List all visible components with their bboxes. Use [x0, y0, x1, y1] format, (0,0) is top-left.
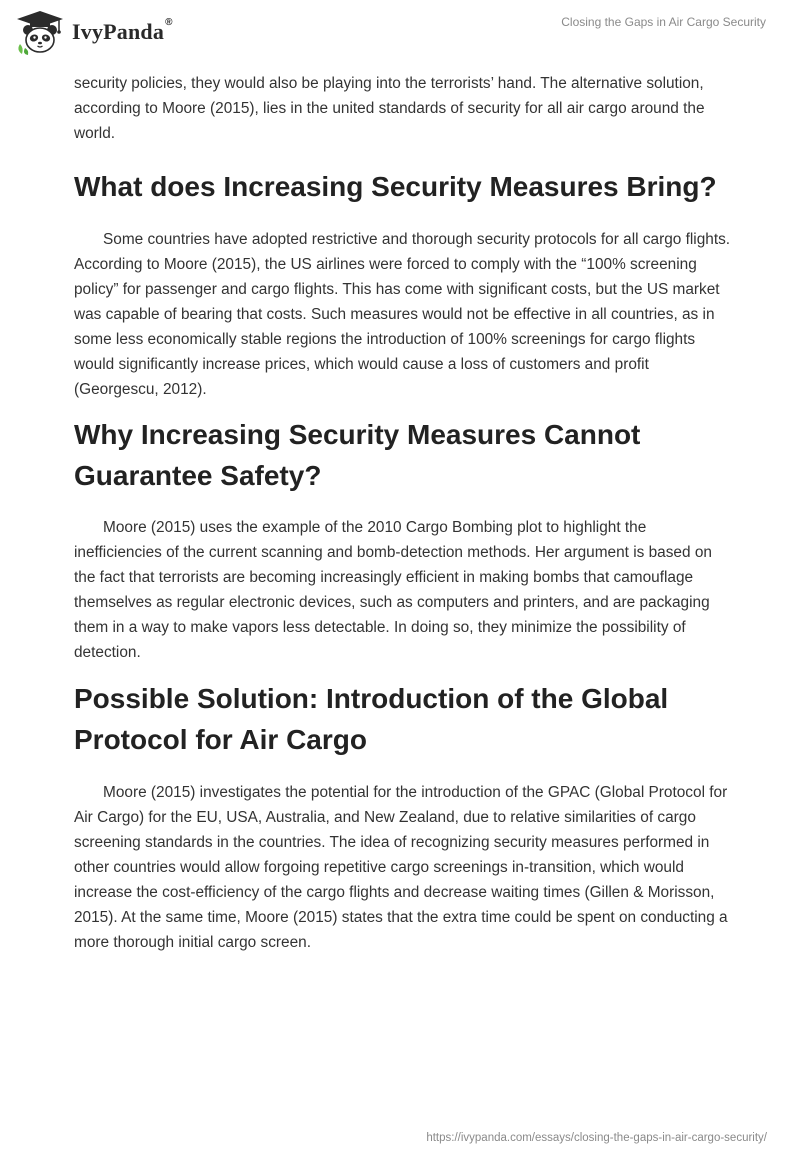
- ivypanda-logo[interactable]: [14, 8, 173, 56]
- brand-name: [72, 19, 173, 45]
- essay-content: [74, 71, 734, 955]
- registered-mark: ®: [165, 17, 173, 28]
- section-paragraph: Moore (2015) investigates the potential for the introduction of the GPAC (Global Protocol for Air Cargo) for the EU, USA, Australia, and New Zealand, due to relative similarities of cargo screening standards in the countries. The idea of recognizing security measures performed in other countries would allow forgoing repetitive cargo screenings in-transition, which would increase the cost-efficiency of the cargo flights and decrease waiting times (Gillen & Morisson, 2015). At the same time, Moore (2015) states that the extra time could be spent on conducting a more thorough initial cargo screen.: [74, 784, 728, 951]
- intro-paragraph: security policies, they would also be playing into the terrorists’ hand. The alternative solution, according to Moore (2015), lies in the united standards of security for all air cargo around the world.: [74, 75, 705, 142]
- document-title: Closing the Gaps in Air Cargo Security: [561, 15, 766, 29]
- section-heading: What does Increasing Security Measures Bring?: [74, 171, 717, 202]
- section-heading: Possible Solution: Introduction of the Global Protocol for Air Cargo: [74, 683, 669, 755]
- source-url[interactable]: https://ivypanda.com/essays/closing-the-gaps-in-air-cargo-security/: [426, 1132, 767, 1144]
- panda-graduate-icon: [14, 8, 66, 56]
- section-paragraph: Some countries have adopted restrictive and thorough security protocols for all cargo flights. According to Moore (2015), the US airlines were forced to comply with the “100% screening policy” for passenger and cargo flights. This has come with significant costs, but the US market was capable of bearing that costs. Such measures would not be effective in all countries, as in some less economically stable regions the introduction of 100% screenings for cargo flights would significantly increase prices, which would cause a loss of customers and profit (Georgescu, 2012).: [74, 231, 731, 398]
- section-paragraph: Moore (2015) uses the example of the 2010 Cargo Bombing plot to highlight the inefficiencies of the current scanning and bomb-detection methods. Her argument is based on the fact that terrorists are becoming increasingly efficient in making bombs that camouflage themselves as regular electronic devices, such as computers and printers, and are packaging them in a way to make vapors less detectable. In doing so, they minimize the possibility of detection.: [74, 519, 712, 661]
- brand-text: IvyPanda: [72, 19, 165, 44]
- page-header: [0, 0, 800, 64]
- section-heading: Why Increasing Security Measures Cannot Guarantee Safety?: [74, 419, 641, 491]
